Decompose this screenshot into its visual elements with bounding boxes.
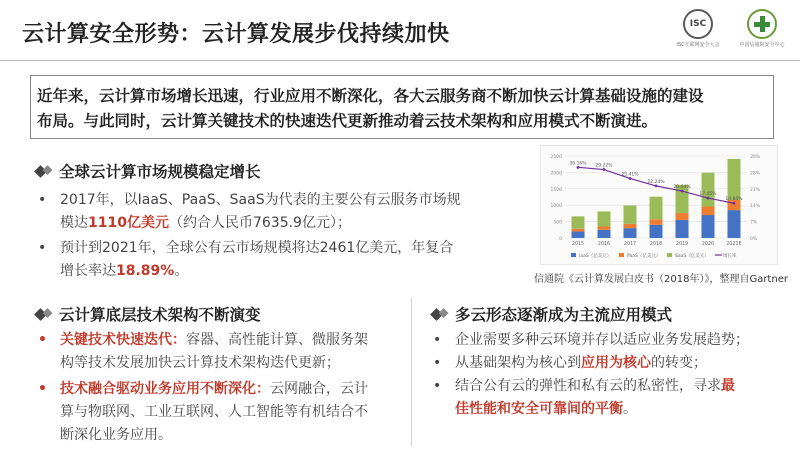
legend-label: 增长率 bbox=[723, 254, 737, 259]
section-global-market-heading bbox=[36, 160, 261, 182]
growth-data-label: 17.05% bbox=[699, 192, 717, 198]
x-tick-label: 2016 bbox=[597, 242, 611, 247]
bar-segment bbox=[650, 219, 663, 225]
bar-segment bbox=[624, 224, 637, 228]
highlight-text: 最 bbox=[721, 378, 735, 394]
multicloud-list bbox=[425, 329, 785, 421]
text: 的转变； bbox=[651, 355, 707, 371]
text: 容器、高性能计算、微服务架 bbox=[186, 332, 368, 348]
section-multicloud-heading bbox=[432, 303, 672, 325]
list-item bbox=[30, 329, 405, 375]
section-title: 云计算底层技术架构不断演变 bbox=[59, 306, 261, 324]
highlight-value: 18.89% bbox=[116, 263, 175, 279]
diamond-bullet-icon bbox=[34, 165, 47, 178]
y-tick-label: 1500 bbox=[550, 187, 562, 193]
text: 算与物联网、工业互联网、人工智能等有机结合不 bbox=[60, 404, 368, 420]
y2-tick-label: 28% bbox=[750, 171, 761, 177]
legend-swatch bbox=[571, 253, 576, 257]
y2-tick-label: 35% bbox=[750, 155, 761, 160]
diamond-bullet-icon bbox=[34, 308, 47, 321]
highlight-text: 技术融合驱动业务应用不断深化： bbox=[60, 381, 270, 397]
isc-logo-icon bbox=[683, 9, 713, 39]
bar-segment bbox=[728, 210, 741, 238]
bar-segment bbox=[624, 228, 637, 238]
text: 断深化业务应用。 bbox=[60, 427, 172, 443]
x-tick-label: 2020 bbox=[701, 242, 715, 247]
list-item bbox=[425, 352, 785, 375]
logo-group bbox=[672, 9, 788, 53]
text: 预计到2021年，全球公有云市场规模将达2461亿美元，年复合 bbox=[60, 240, 454, 256]
text: 。 bbox=[174, 263, 189, 279]
bar-segment bbox=[702, 207, 715, 216]
title-bar bbox=[0, 0, 800, 62]
growth-point bbox=[733, 202, 736, 205]
highlight-text: 应用为核心 bbox=[581, 355, 651, 371]
bar-segment bbox=[702, 215, 715, 238]
text: 2017年，以IaaS、PaaS、SaaS为代表的主要公有云服务市场规 bbox=[60, 192, 461, 208]
growth-data-label: 14.84% bbox=[725, 197, 743, 203]
list-item bbox=[425, 329, 785, 352]
bar-segment bbox=[728, 159, 741, 200]
x-tick-label: 2017 bbox=[623, 242, 637, 247]
caict-cross-icon bbox=[747, 9, 777, 39]
growth-point bbox=[603, 168, 606, 171]
chart-caption: 信通院《云计算发展白皮书（2018年）》，整理自Gartner bbox=[534, 274, 788, 285]
growth-data-label: 29.22% bbox=[595, 163, 613, 169]
y-tick-label: 2500 bbox=[550, 155, 562, 160]
bar-segment bbox=[702, 173, 715, 207]
bullet-dot-icon: • bbox=[38, 332, 47, 348]
growth-data-label: 25.41% bbox=[621, 172, 639, 178]
isc-logo-caption: ISC互联网安全大会 bbox=[676, 42, 720, 48]
y2-tick-label: 21% bbox=[750, 187, 761, 193]
legend-swatch bbox=[667, 253, 672, 257]
highlight-text: 关键技术快速迭代： bbox=[60, 332, 186, 348]
y-tick-label: 0 bbox=[559, 237, 562, 242]
list-item bbox=[425, 375, 785, 421]
section-title: 全球云计算市场规模稳定增长 bbox=[59, 163, 261, 181]
text: 构等技术发展加快云计算技术架构迭代更新； bbox=[60, 355, 340, 371]
x-tick-label: 2019 bbox=[675, 242, 689, 247]
bullet-dot-icon: • bbox=[38, 240, 47, 256]
list-item bbox=[30, 189, 530, 235]
bar-segment bbox=[676, 213, 689, 220]
text: 结合公有云的弹性和私有云的私密性，寻求 bbox=[455, 378, 721, 394]
legend-swatch bbox=[619, 253, 624, 257]
text: 。 bbox=[623, 401, 637, 417]
growth-point bbox=[681, 190, 684, 193]
x-tick-label: 2015 bbox=[571, 242, 585, 247]
highlight-value: 1110亿美元 bbox=[88, 215, 169, 231]
bar-segment bbox=[650, 225, 663, 238]
section-tech-architecture-heading bbox=[36, 303, 261, 325]
growth-point bbox=[577, 166, 580, 169]
y-tick-label: 500 bbox=[553, 220, 562, 226]
growth-point bbox=[655, 184, 658, 187]
bar-segment bbox=[598, 211, 611, 226]
page-title: 云计算安全形势：云计算发展步伐持续加快 bbox=[22, 22, 450, 47]
list-item bbox=[30, 378, 405, 447]
tech-architecture-list bbox=[30, 329, 405, 447]
isc-logo bbox=[672, 9, 724, 53]
growth-data-label: 30.16% bbox=[569, 161, 587, 167]
x-tick-label: 2018 bbox=[649, 242, 663, 247]
bullet-dot-icon: • bbox=[433, 355, 442, 371]
section-title: 多云形态逐渐成为主流应用模式 bbox=[455, 306, 673, 324]
y2-tick-label: 7% bbox=[750, 220, 758, 226]
legend-label: PaaS（亿美元） bbox=[627, 254, 661, 259]
market-chart bbox=[540, 145, 778, 265]
diamond-bullet-icon bbox=[430, 308, 443, 321]
isc-logo-text: ISC bbox=[689, 19, 707, 29]
caict-logo-caption: 中国信通院安全中心 bbox=[739, 42, 785, 48]
bar-segment bbox=[598, 227, 611, 230]
text: 增长率达 bbox=[60, 263, 116, 279]
bar-segment bbox=[572, 216, 585, 228]
market-chart-svg bbox=[541, 146, 779, 266]
y-tick-label: 2000 bbox=[550, 171, 562, 177]
text: 从基础架构为核心到 bbox=[455, 355, 581, 371]
bar-segment bbox=[624, 206, 637, 224]
legend-label: SaaS（亿美元） bbox=[675, 254, 709, 259]
bar-segment bbox=[598, 230, 611, 238]
highlight-text: 佳性能和安全可靠间的平衡 bbox=[455, 401, 623, 417]
growth-point bbox=[629, 177, 632, 180]
text: 云网融合，云计 bbox=[270, 381, 368, 397]
growth-point bbox=[707, 197, 710, 200]
text: 企业需要多种云环境并存以适应业务发展趋势； bbox=[455, 332, 749, 348]
y-tick-label: 1000 bbox=[550, 204, 562, 210]
bullet-dot-icon: • bbox=[38, 192, 47, 208]
global-market-list bbox=[30, 189, 530, 283]
legend-label: IaaS（亿美元） bbox=[579, 254, 612, 259]
bullet-dot-icon: • bbox=[433, 378, 442, 394]
text: （约合人民币7635.9亿元）； bbox=[168, 215, 351, 231]
bullet-dot-icon: • bbox=[38, 381, 47, 397]
summary-line-1: 近年来，云计算市场增长迅速，行业应用不断深化，各大云服务商不断加快云计算基础设施的建设 bbox=[37, 87, 704, 105]
list-item bbox=[30, 237, 530, 283]
growth-data-label: 22.24% bbox=[647, 179, 665, 185]
summary-line-2: 布局。与此同时，云计算关键技术的快速迭代更新推动着云技术架构和应用模式不断演进。 bbox=[37, 112, 658, 130]
bar-segment bbox=[650, 197, 663, 220]
y2-tick-label: 14% bbox=[750, 204, 761, 210]
growth-data-label: 20.04% bbox=[673, 185, 691, 191]
summary-box bbox=[30, 75, 774, 139]
bar-segment bbox=[572, 231, 585, 238]
column-divider bbox=[411, 298, 412, 446]
x-tick-label: 2021E bbox=[726, 242, 742, 247]
title-divider bbox=[0, 60, 800, 61]
bar-segment bbox=[676, 220, 689, 238]
text: 模达 bbox=[60, 215, 88, 231]
bar-segment bbox=[572, 229, 585, 232]
bullet-dot-icon: • bbox=[433, 332, 442, 348]
y2-tick-label: 0% bbox=[750, 237, 758, 242]
caict-logo bbox=[736, 9, 788, 53]
